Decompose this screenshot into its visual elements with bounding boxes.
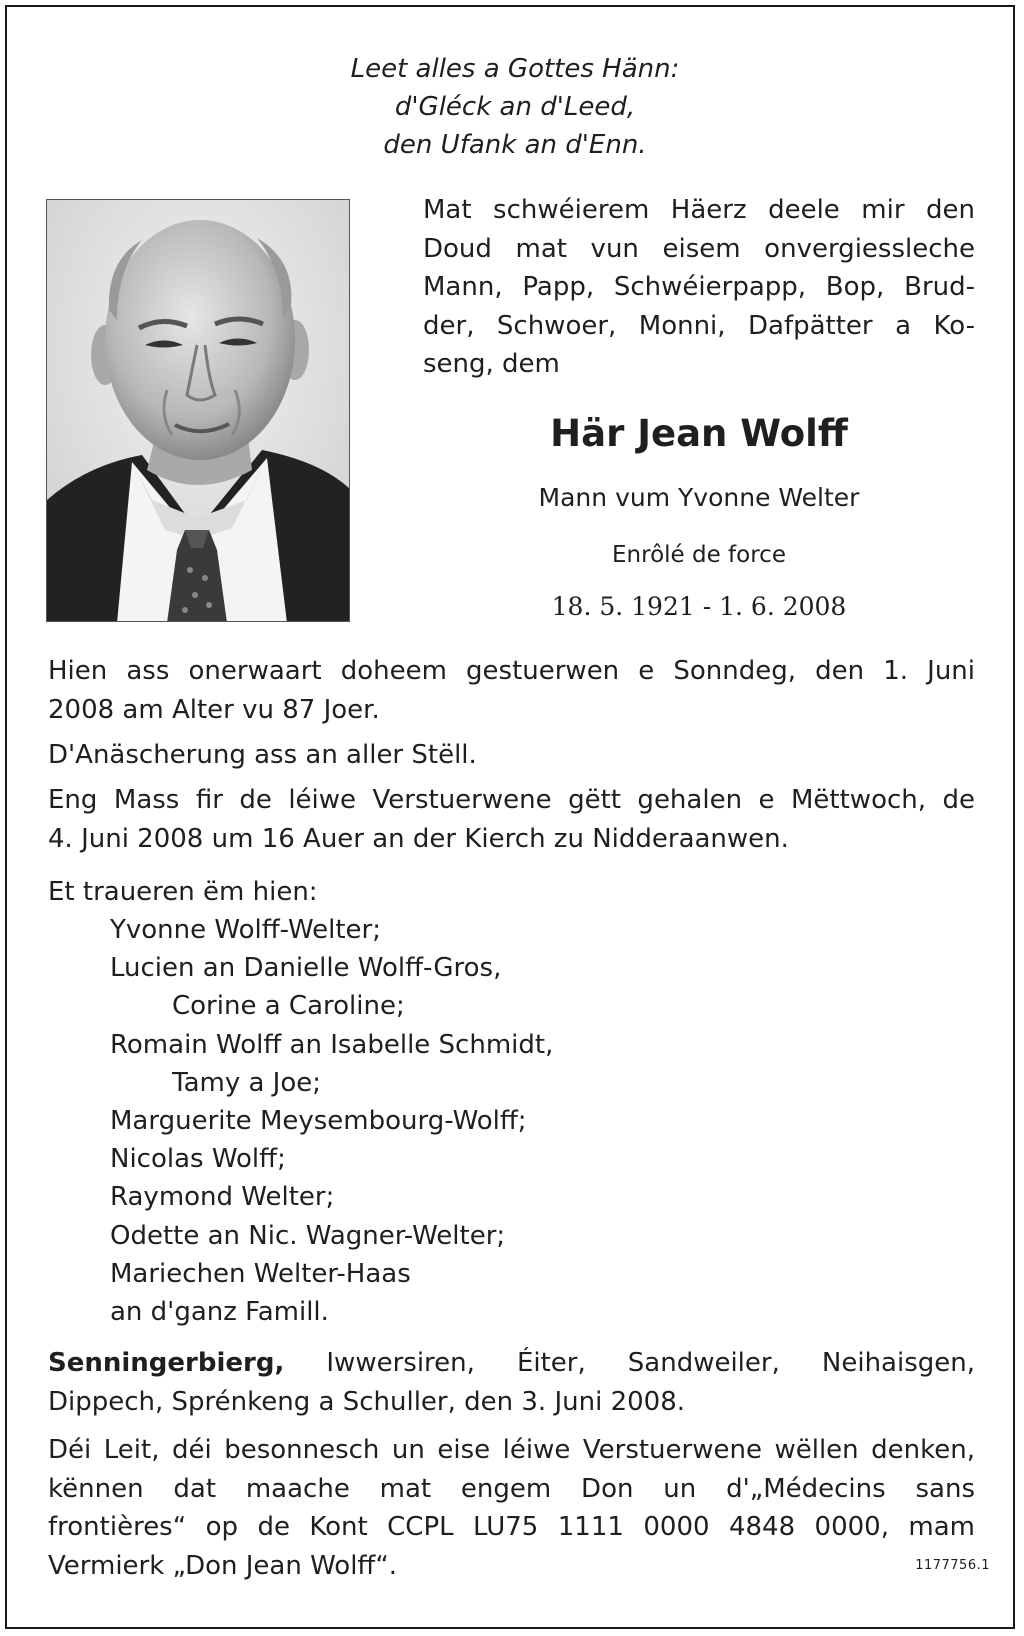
death-notice-line: Hien ass onerwaart doheem gestuerwen e Sonndeg, den 1. Juni [48, 656, 975, 686]
mourner-entry: Nicolas Wolff; [110, 1144, 286, 1175]
intro-line: Doud mat vun eisem onvergiessleche [423, 233, 975, 264]
spouse-line: Mann vum Yvonne Welter [538, 483, 860, 512]
mourner-entry: Corine a Caroline; [172, 991, 405, 1022]
place-villages: Iwwersiren, Éiter, Sandweiler, Neihaisgen, [326, 1348, 975, 1378]
mourner-entry: Romain Wolff an Isabelle Schmidt, [110, 1029, 554, 1060]
place-and-date [48, 1344, 975, 1421]
enrole-note: Enrôlé de force [612, 542, 786, 568]
portrait-illustration [47, 200, 350, 622]
motto-line: d'Gléck an d'Leed, [394, 92, 636, 122]
intro-line: der, Schwoer, Monni, Dafpätter a Ko- [423, 310, 975, 341]
motto-line: den Ufank an d'Enn. [383, 130, 647, 160]
mass-line: Eng Mass fir de léiwe Verstuerwene gëtt gehalen e Mëttwoch, de [48, 785, 975, 815]
mourner-entry: Lucien an Danielle Wolff-Gros, [110, 953, 502, 984]
cremation-notice [48, 736, 975, 775]
donation-line: Vermierk „Don Jean Wolff“. [48, 1550, 398, 1581]
mourner-entry: Mariechen Welter-Haas [110, 1258, 411, 1289]
mass-line: 4. Juni 2008 um 16 Auer an der Kierch zu Nidderaanwen. [48, 823, 789, 854]
intro-line: Mann, Papp, Schwéierpapp, Bop, Brud- [423, 272, 975, 302]
intro-paragraph [423, 191, 975, 384]
death-notice-line: 2008 am Alter vu 87 Joer. [48, 694, 380, 725]
place-name: Senningerbierg, [48, 1348, 285, 1378]
mourners-heading-block [48, 873, 975, 912]
portrait-photo [46, 199, 350, 622]
donation-line: Déi Leit, déi besonnesch un eise léiwe Verstuerwene wëllen denken, [48, 1435, 975, 1465]
motto-line: Leet alles a Gottes Hänn: [350, 54, 680, 84]
mourner-entry: Odette an Nic. Wagner-Welter; [110, 1220, 506, 1251]
mourner-entry: Yvonne Wolff-Welter; [110, 915, 381, 945]
place-line: Dippech, Sprénkeng a Schuller, den 3. Juni 2008. [48, 1386, 685, 1417]
mass-notice [48, 781, 975, 858]
cremation-line: D'Anäscherung ass an aller Stëll. [48, 740, 477, 770]
mourner-entry: an d'ganz Famill. [110, 1296, 329, 1327]
mourners-list [48, 911, 553, 1331]
mourner-entry: Raymond Welter; [110, 1182, 335, 1213]
donation-line: kënnen dat maache mat engem Don un d'„Médecins sans [48, 1473, 975, 1504]
life-dates: 18. 5. 1921 - 1. 6. 2008 [551, 592, 847, 621]
mourner-entry: Marguerite Meysembourg-Wolff; [110, 1105, 527, 1136]
reference-number: 1177756.1 [915, 1558, 990, 1573]
deceased-name: Här Jean Wolff [550, 412, 848, 455]
intro-line: seng, dem [423, 349, 560, 379]
mourners-heading: Et traueren ëm hien: [48, 877, 318, 907]
intro-line: Mat schwéierem Häerz deele mir den [423, 195, 975, 225]
place-line [48, 1344, 975, 1383]
motto-verse [260, 50, 770, 164]
donation-line: frontières“ op de Kont CCPL LU75 1111 0000 4848 0000, mam [48, 1512, 975, 1542]
mourner-entry: Tamy a Joe; [172, 1067, 322, 1098]
donation-notice [48, 1431, 975, 1585]
death-notice [48, 652, 975, 729]
